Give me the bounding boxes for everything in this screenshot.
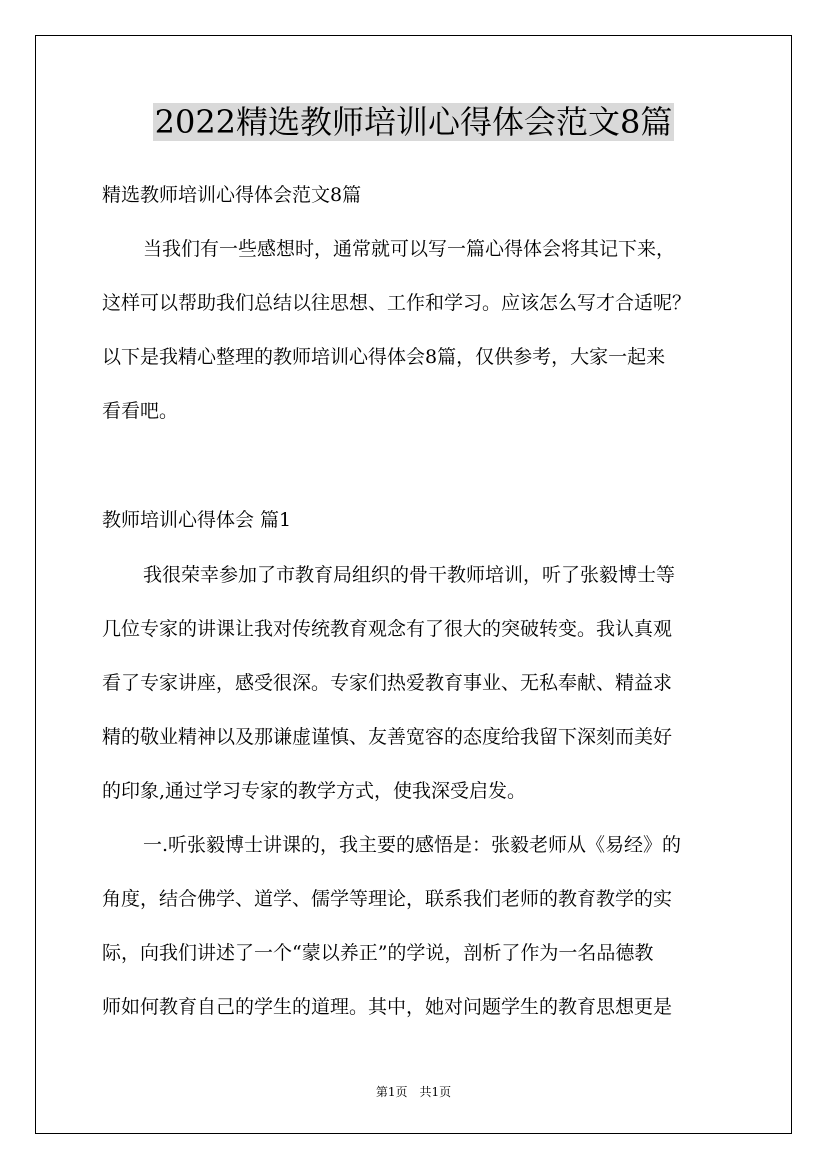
paragraph2-line-4: 师如何教育自己的学生的道理。其中，她对问题学生的教育思想更是: [102, 996, 673, 1018]
document-title: [0, 100, 827, 144]
section-heading: 教师培训心得体会 篇1: [102, 509, 292, 531]
intro-line-3: 以下是我精心整理的教师培训心得体会8篇，仅供参考，大家一起来: [102, 346, 666, 368]
paragraph2-line-1: 一.听张毅博士讲课的，我主要的感悟是：张毅老师从《易经》的: [143, 834, 682, 856]
document-subtitle: 精选教师培训心得体会范文8篇: [102, 184, 362, 206]
paragraph1-line-1: 我很荣幸参加了市教育局组织的骨干教师培训，听了张毅博士等: [143, 564, 676, 586]
paragraph1-line-4: 精的敬业精神以及那谦虚谨慎、友善宽容的态度给我留下深刻而美好: [102, 726, 673, 748]
intro-line-1: 当我们有一些感想时，通常就可以写一篇心得体会将其记下来，: [143, 238, 676, 260]
document-title-text: 2022精选教师培训心得体会范文8篇: [154, 103, 673, 141]
paragraph1-line-2: 几位专家的讲课让我对传统教育观念有了很大的突破转变。我认真观: [102, 618, 673, 640]
paragraph2-line-2: 角度，结合佛学、道学、儒学等理论，联系我们老师的教育教学的实: [102, 888, 673, 910]
paragraph2-line-3: 际，向我们讲述了一个“蒙以养正”的学说，剖析了作为一名品德教: [102, 942, 654, 964]
paragraph1-line-3: 看了专家讲座，感受很深。专家们热爱教育事业、无私奉献、精益求: [102, 672, 673, 694]
intro-line-2: 这样可以帮助我们总结以往思想、工作和学习。应该怎么写才合适呢？: [102, 292, 692, 314]
paragraph1-line-5: 的印象,通过学习专家的教学方式，使我深受启发。: [102, 780, 527, 802]
intro-line-4: 看看吧。: [102, 400, 179, 422]
page-footer: 第1页 共1页: [375, 1085, 452, 1099]
